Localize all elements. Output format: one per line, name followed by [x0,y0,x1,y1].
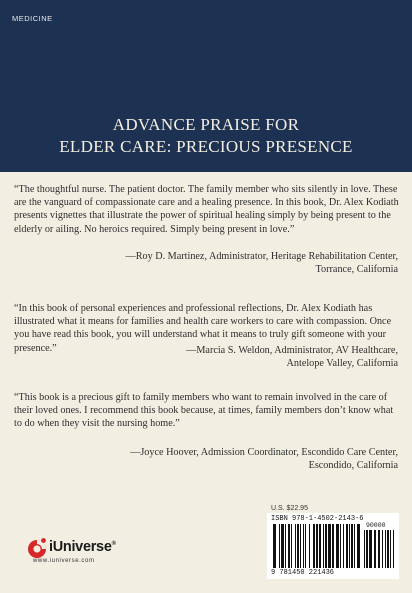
barcode-bar [328,524,331,568]
attribution-location-1: Torrance, California [315,264,398,276]
ean-barcode-bars [273,524,361,568]
back-cover-header [0,0,412,172]
endorsement-quote-2: “In this book of personal experiences and professional reflections, Dr. Alex Kodiath has illustrated what it means for families and health care workers to care with compassion. Once you have read this book, you will understand what it means to truly gift someone with your presence.” [14,303,392,354]
endorsement-attribution-1 [126,250,398,276]
title-line-1: ADVANCE PRAISE FOR [112,115,300,134]
endorsement-quote-1: “The thoughtful nurse. The patient doctor. The family member who sits silently in love. These are the vanguard of compassionate care and a healing presence. In this book, Dr. Alex Kodiath presents vignettes that illustrate the power of spiritual healing simply by being present to the elderly or ailing. No heroics required. Simply being present in love.” [14,184,399,235]
barcode-number: 9 781450 221436 [271,569,335,577]
barcode-bar [303,524,304,568]
barcode-bar [369,530,372,568]
barcode-bar [291,524,292,568]
barcode-bar [354,524,355,568]
barcode-bar [393,530,394,568]
attribution-location-3: Escondido, California [308,460,398,472]
barcode-bar [390,530,391,568]
barcode-bar [295,524,296,568]
endorsement-attribution-2 [186,344,398,370]
publisher-url: www.iuniverse.com [33,558,95,564]
title-line-2: ELDER CARE: PRECIOUS PRESENCE [59,137,353,156]
barcode-bar [300,524,301,568]
publisher-name: iUniverse® [49,539,116,555]
barcode-bar [357,524,360,568]
attribution-name-2: —Marcia S. Weldon, Administrator, AV Healthcare, [186,345,398,356]
isbn-text: ISBN 978-1-4502-2143-6 [271,515,364,523]
barcode-bar [313,524,315,568]
barcode-bar [309,524,310,568]
barcode-bar [351,524,353,568]
barcode-bar [336,524,339,568]
barcode-bar [349,524,350,568]
barcode-bar [387,530,389,568]
barcode [267,513,399,579]
endorsement-attribution-3 [130,446,398,472]
barcode-bar [273,524,276,568]
barcode-bar [297,524,299,568]
barcode-bar [281,524,284,568]
barcode-bar [382,530,383,568]
price-label: U.S. $22.95 [271,505,308,512]
category-label: MEDICINE [12,14,53,23]
barcode-bar [374,530,376,568]
iuniverse-logo-icon [27,536,49,560]
barcode-bar [364,530,365,568]
barcode-bar [378,530,380,568]
barcode-bar [288,524,290,568]
barcode-bar [332,524,334,568]
attribution-name-3: —Joyce Hoover, Admission Coordinator, Escondido Care Center, [130,447,398,458]
barcode-bar [343,524,344,568]
barcode-bar [323,524,324,568]
barcode-bar [346,524,348,568]
endorsement-quote-3: “This book is a precious gift to family members who want to remain involved in the care of their loved ones. I recommend this book because, at times, family members don’t know what to do when they visit the nursing home.” [14,392,394,430]
barcode-bar [319,524,321,568]
attribution-name-1: —Roy D. Martinez, Administrator, Heritage Rehabilitation Center, [125,251,398,262]
attribution-location-2: Antelope Valley, California [286,358,398,370]
barcode-bar [385,530,386,568]
barcode-bar [285,524,286,568]
barcode-bar [366,530,368,568]
barcode-bar [325,524,327,568]
addon-barcode-bars [364,530,394,568]
barcode-bar [316,524,318,568]
addon-number: 90000 [366,522,386,529]
barcode-bar [279,524,280,568]
barcode-bar [340,524,341,568]
barcode-bar [305,524,306,568]
